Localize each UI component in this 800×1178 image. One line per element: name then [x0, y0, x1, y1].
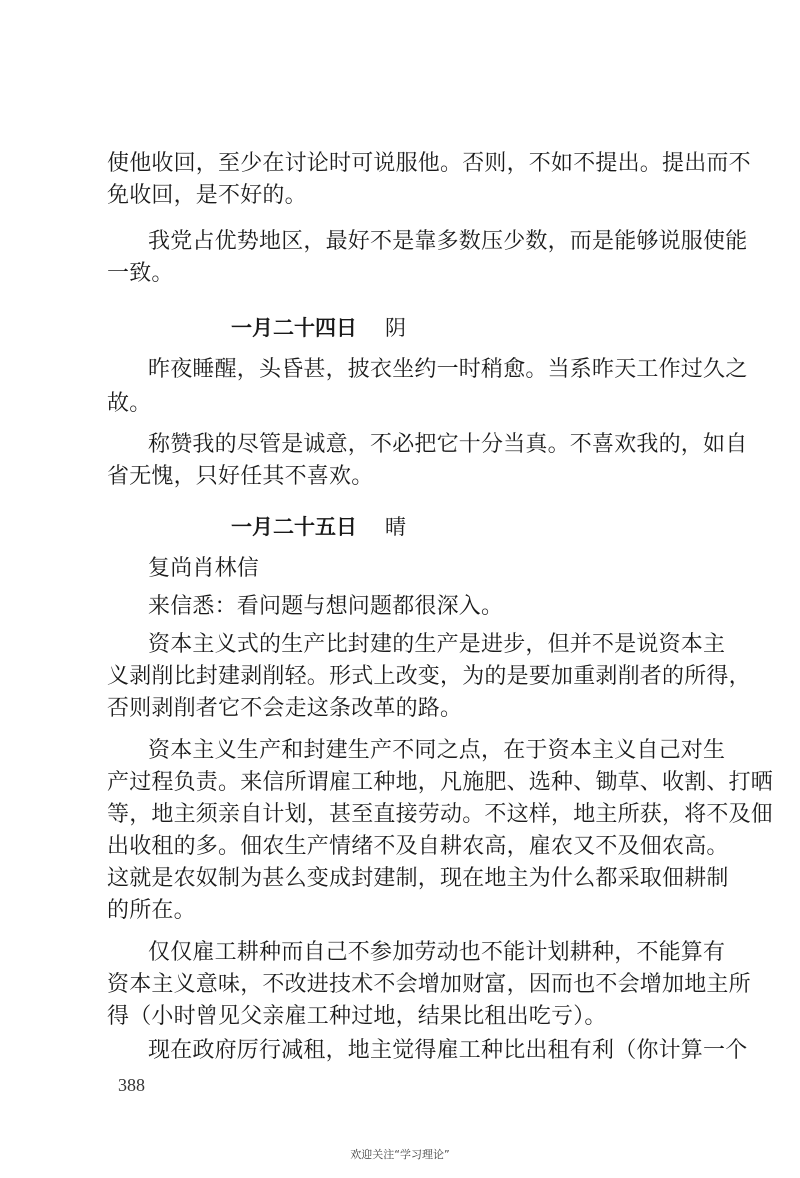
- text-line: 免收回，是不好的。: [107, 183, 307, 208]
- text-line: 出收租的多。佃农生产情绪不及自耕农高，雇农又不及佃农高。: [107, 834, 729, 859]
- text-line: 资本主义式的生产比封建的生产是进步，但并不是说资本主: [148, 632, 726, 657]
- text-line: 仅仅雇工耕种而自己不参加劳动也不能计划耕种，不能算有: [148, 940, 726, 965]
- text-line: 我党占优势地区，最好不是靠多数压少数，而是能够说服使能: [148, 229, 748, 254]
- text-line: 来信悉：看问题与想问题都很深入。: [148, 594, 504, 619]
- text-line: 省无愧，只好任其不喜欢。: [107, 464, 374, 489]
- text-line: 称赞我的尽管是诚意，不必把它十分当真。不喜欢我的，如自: [148, 432, 748, 457]
- entry-date-heading: 一月二十五日: [231, 514, 357, 539]
- entry-weather: 阴: [385, 316, 406, 340]
- text-line: 等，地主须亲自计划，甚至直接劳动。不这样，地主所获，将不及佃: [107, 802, 774, 827]
- text-line: 资本主义生产和封建生产不同之点，在于资本主义自己对生: [148, 738, 726, 763]
- footer-watermark-text: 欢迎关注“学习理论”: [350, 1148, 450, 1161]
- entry-date-heading: 一月二十四日: [231, 315, 357, 340]
- text-line: 得（小时曾见父亲雇工种过地，结果比租出吃亏）。: [107, 1004, 607, 1029]
- text-line: 资本主义意味，不改进技术不会增加财富，因而也不会增加地主所: [107, 972, 751, 997]
- text-line: 产过程负责。来信所谓雇工种地，凡施肥、选种、锄草、收割、打晒: [107, 770, 774, 795]
- text-line: 故。: [107, 391, 152, 416]
- text-line: 现在政府厉行减租，地主觉得雇工种比出租有利（你计算一个: [148, 1038, 748, 1063]
- text-line: 一致。: [107, 261, 174, 286]
- text-line: 使他收回，至少在讨论时可说服他。否则，不如不提出。提出而不: [107, 151, 751, 176]
- page-number: 388: [118, 1075, 145, 1095]
- letter-title: 复尚肖林信: [148, 556, 260, 581]
- text-line: 昨夜睡醒，头昏甚，披衣坐约一时稍愈。当系昨天工作过久之: [148, 357, 748, 382]
- text-line: 的所在。: [107, 898, 196, 923]
- text-line: 这就是农奴制为甚么变成封建制，现在地主为什么都采取佃耕制: [107, 866, 729, 891]
- text-line: 义剥削比封建剥削轻。形式上改变，为的是要加重剥削者的所得，: [107, 664, 751, 689]
- text-line: 否则剥削者它不会走这条改革的路。: [107, 696, 463, 721]
- entry-weather: 晴: [385, 515, 406, 539]
